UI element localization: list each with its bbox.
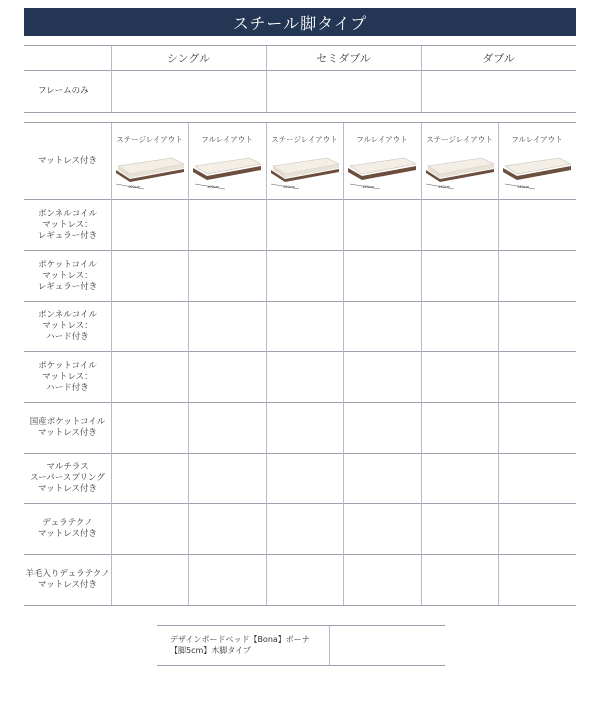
layout-label: ステージレイアウト bbox=[116, 135, 183, 144]
dimension-label: 140cm bbox=[438, 185, 451, 189]
column-header-double: ダブル bbox=[482, 51, 515, 65]
column-divider bbox=[498, 123, 499, 605]
column-divider bbox=[421, 123, 422, 605]
row-label-mattress-type: デュラテクノ マットレス付き bbox=[38, 518, 97, 539]
layout-label: ステージレイアウト bbox=[271, 135, 338, 144]
layout-label: フルレイアウト bbox=[511, 135, 563, 144]
column-divider bbox=[111, 123, 112, 605]
dimension-label: 120cm bbox=[362, 185, 375, 189]
row-label-mattress-type: ポケットコイル マットレス： ハード付き bbox=[38, 360, 97, 393]
dimension-label: 140cm bbox=[517, 185, 530, 189]
divider bbox=[157, 665, 445, 666]
column-divider bbox=[421, 46, 422, 112]
layout-label: フルレイアウト bbox=[201, 135, 253, 144]
row-label-mattress-type: 羊毛入りデュラテクノ マットレス付き bbox=[25, 569, 110, 590]
layout-label: フルレイアウト bbox=[356, 135, 408, 144]
related-product-name[interactable]: デザインボードベッド【Bona】ボーナ 【脚5cm】木脚タイプ bbox=[170, 635, 310, 655]
row-label-mattress-type: ポケットコイル マットレス： レギュラー付き bbox=[37, 259, 98, 292]
row-label-mattress: マットレス付き bbox=[38, 155, 97, 166]
row-label-mattress-type: 国産ポケットコイル マットレス付き bbox=[29, 417, 106, 438]
row-label-mattress-type: ボンネルコイル マットレス： ハード付き bbox=[38, 310, 97, 342]
stage-layout-bed-image bbox=[114, 152, 186, 190]
column-divider bbox=[329, 626, 330, 665]
section-title-banner bbox=[24, 8, 576, 36]
column-divider bbox=[111, 46, 112, 112]
layout-label: ステージレイアウト bbox=[426, 135, 493, 144]
full-layout-bed-image bbox=[501, 152, 573, 190]
divider bbox=[24, 112, 576, 113]
divider bbox=[157, 625, 445, 626]
dimension-label: 100cm bbox=[207, 185, 220, 189]
divider bbox=[24, 605, 576, 606]
row-label-mattress-type: マルチラス スーパースプリング マットレス付き bbox=[30, 462, 105, 494]
stage-layout-bed-image bbox=[424, 152, 496, 190]
column-header-single: シングル bbox=[166, 51, 211, 65]
column-header-semi-double: セミダブル bbox=[316, 51, 371, 65]
dimension-label: 120cm bbox=[283, 185, 296, 189]
row-label-mattress-type: ボンネルコイル マットレス： レギュラー付き bbox=[37, 208, 98, 241]
dimension-label: 100cm bbox=[128, 185, 141, 189]
column-divider bbox=[266, 46, 267, 112]
full-layout-bed-image bbox=[191, 152, 263, 190]
column-divider bbox=[266, 123, 267, 605]
row-label-frame-only: フレームのみ bbox=[38, 86, 89, 96]
column-divider bbox=[188, 123, 189, 605]
section-title: スチール脚タイプ bbox=[232, 13, 368, 33]
stage-layout-bed-image bbox=[269, 152, 341, 190]
full-layout-bed-image bbox=[346, 152, 418, 190]
column-divider bbox=[343, 123, 344, 605]
